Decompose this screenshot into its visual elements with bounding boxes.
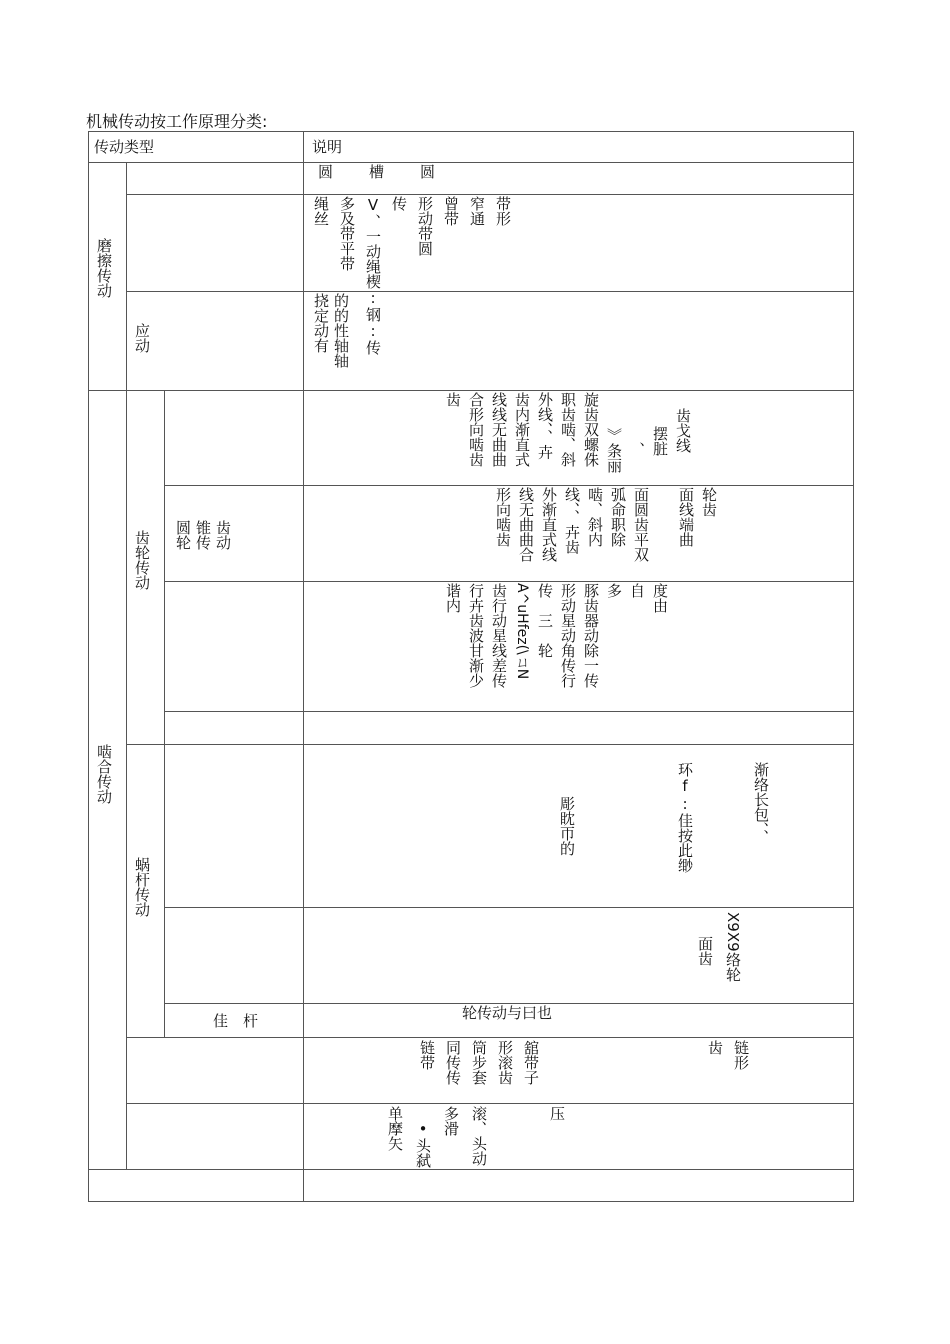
friction-row1-description: 圆 槽 圆	[318, 163, 438, 181]
grid-line	[164, 711, 854, 712]
chain-row-description-right	[706, 1040, 750, 1070]
desc-column: 齿	[706, 1040, 724, 1055]
desc-column: 线、、卉齿	[563, 487, 581, 555]
desc-column: A^uHfez(\ㄩN	[514, 583, 530, 680]
worm-row3-description: 轮传动与曰也	[462, 1004, 553, 1022]
desc-column: 面线端曲	[677, 487, 695, 547]
friction-transmission-label: 磨擦传动	[95, 238, 113, 298]
gear-row2-label	[174, 520, 232, 550]
desc-column: 职齿啮、斜	[559, 392, 577, 467]
desc-column: 齿戈线	[674, 408, 692, 453]
desc-column: 筒步套	[470, 1040, 488, 1085]
desc-column: •头弑	[414, 1120, 432, 1168]
grid-line	[126, 1103, 854, 1104]
desc-column: 压	[548, 1106, 566, 1121]
desc-column: 带形	[494, 196, 512, 226]
grid-line	[853, 131, 854, 1202]
desc-column: 摆脏	[651, 426, 669, 456]
worm-row3-label: 佳 杆	[213, 1012, 259, 1030]
desc-column: 啮、斜内	[586, 487, 604, 547]
desc-column: 多及带平带	[338, 196, 356, 271]
grid-line	[88, 131, 89, 1202]
chain-row-description	[418, 1040, 540, 1085]
desc-column: V、一动绳楔:钢:传	[364, 196, 382, 355]
desc-column: 谐内	[444, 583, 462, 613]
desc-column: 的的性轴轴	[332, 293, 350, 368]
friction-row3-description	[312, 293, 350, 368]
grid-line	[164, 485, 854, 486]
label-column: 锥传	[194, 520, 212, 550]
desc-column: 形滚齿	[496, 1040, 514, 1085]
desc-column: 轮齿	[700, 487, 718, 517]
desc-column: 传 三 轮	[536, 583, 554, 658]
gear-transmission-label: 齿轮传动	[133, 530, 151, 590]
desc-column: 曾带	[442, 196, 460, 226]
friction-row3-label: 应动	[133, 323, 151, 353]
desc-column: 自	[628, 583, 646, 598]
worm-transmission-label: 蜗杆传动	[133, 857, 151, 917]
gear-row3-description	[444, 583, 669, 688]
desc-column: 》条丽	[605, 428, 623, 473]
desc-column: 线无曲曲合	[517, 487, 535, 562]
desc-column: 度由	[651, 583, 669, 613]
desc-column: 、	[628, 442, 646, 457]
desc-column: 多滑	[442, 1106, 460, 1136]
worm-row2-description	[696, 912, 742, 982]
grid-line	[126, 1037, 854, 1038]
desc-column: 齿	[444, 392, 462, 407]
desc-column: 单摩矢	[386, 1106, 404, 1151]
desc-column: 行卉齿波甘渐少	[467, 583, 485, 688]
desc-column: 滚、头动	[470, 1106, 488, 1166]
desc-column: 面齿	[696, 936, 714, 966]
grid-line	[88, 131, 854, 132]
grid-line	[164, 907, 854, 908]
grid-line	[303, 131, 304, 1202]
mesh-transmission-label: 啮合传动	[95, 744, 113, 804]
desc-column: 形动星动角传行	[559, 583, 577, 688]
worm-row1-description	[558, 762, 770, 873]
desc-column: 多	[605, 583, 623, 598]
gear-row2-description	[494, 487, 718, 562]
desc-column: 彫眈帀的	[558, 796, 576, 856]
desc-column: 传	[390, 196, 408, 211]
grid-line	[164, 581, 854, 582]
gear-row1-description	[444, 392, 692, 473]
desc-column: 齿内渐直式	[513, 392, 531, 467]
desc-column: 挠定动有	[312, 293, 330, 353]
label-column: 齿动	[214, 520, 232, 550]
desc-column: 旋齿双螺侏	[582, 392, 600, 467]
desc-column: X9X9络轮	[724, 912, 742, 982]
last-row-description	[386, 1106, 566, 1168]
grid-line	[126, 744, 854, 745]
desc-column: 合形向啮齿	[467, 392, 485, 467]
grid-line	[164, 390, 165, 1037]
grid-line	[88, 162, 854, 163]
desc-column: 外线、、卉	[536, 392, 554, 460]
column-header-type: 传动类型	[94, 138, 155, 156]
desc-column: 链带	[418, 1040, 436, 1070]
grid-line	[126, 162, 127, 1169]
desc-column: 环f:佳按此缈	[676, 762, 694, 873]
desc-column: 形向啮齿	[494, 487, 512, 547]
desc-column: 弧命职除	[609, 487, 627, 547]
desc-column: 链形	[732, 1040, 750, 1070]
desc-column: 面圆齿平双	[632, 487, 650, 562]
grid-line	[88, 1169, 854, 1170]
document-caption: 机械传动按工作原理分类:	[86, 112, 268, 131]
desc-column: 同传传	[444, 1040, 462, 1085]
grid-line	[126, 194, 854, 195]
desc-column: 齿行动星线差传	[490, 583, 508, 688]
column-header-description: 说明	[312, 138, 343, 156]
desc-column: 窄通	[468, 196, 486, 226]
desc-column: 形动带圆	[416, 196, 434, 256]
desc-column: 舘带子	[522, 1040, 540, 1085]
label-column: 圆轮	[174, 520, 192, 550]
desc-column: 豚齿器动除一传	[582, 583, 600, 688]
desc-column: 线线无曲曲	[490, 392, 508, 467]
grid-line	[88, 390, 854, 391]
grid-line	[88, 1201, 854, 1202]
desc-column: 外渐直式线	[540, 487, 558, 562]
desc-column: 绳丝	[312, 196, 330, 226]
desc-column: 渐络长包、、	[752, 762, 770, 845]
